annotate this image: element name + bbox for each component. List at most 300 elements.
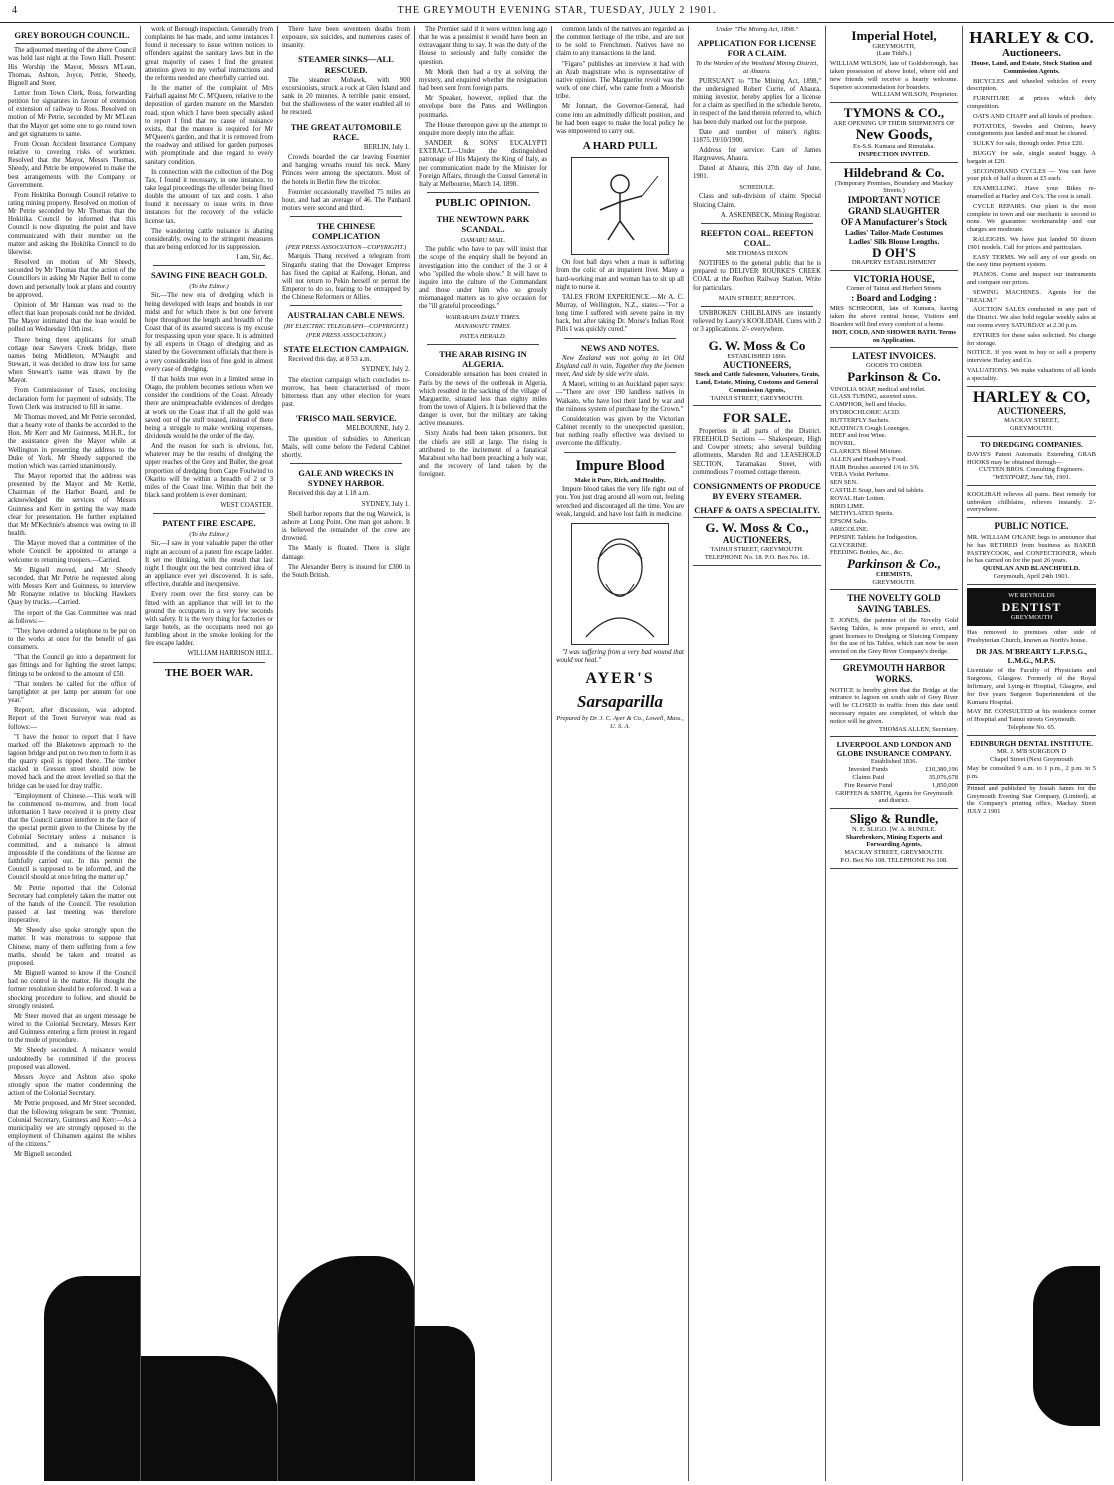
divider	[153, 265, 265, 266]
divider	[427, 192, 539, 193]
advert-text: INSPECTION INVITED.	[858, 151, 930, 159]
advertiser-role: Auctioneers.	[1002, 46, 1061, 59]
novelty-tables-advert	[830, 590, 958, 660]
paragraph: The House thereupon gave up the attempt to enquire more deeply into the affair.	[419, 121, 547, 137]
invoice-item: ARECOLINE.	[830, 526, 869, 534]
paragraph: And the reason for such is obvious, for, whatever may be the results of dredging the upper reaches of the Grey and Buller, the great proportion of dredging from Cape Foulwind to Okarito will be within a breadth of 2 or 3 miles of the Coast line. Within that belt the black sand problem is ever dominant.	[145, 443, 273, 500]
paragraph: Crowds boarded the car leaving Fournier and hanging wreaths round his neck. Many Princes were among the spectators. Most of the hotels in Berlin flew the tricolor.	[282, 154, 410, 186]
advertiser-telephone: Telephone No. 65.	[1007, 724, 1056, 732]
tymons-advert	[830, 103, 958, 163]
advertiser-partners: N. E. SLIGO. [W. A. RUNDLE.	[851, 825, 937, 833]
article-heading: THE GREAT AUTOMOBILE RACE.	[290, 121, 402, 142]
advert-headline: LATEST INVOICES.	[852, 351, 936, 362]
advert-headline: : Board and Lodging :	[851, 292, 937, 303]
paragraph: Mr Bignell seconded.	[14, 1151, 73, 1159]
paragraph: SANDER & SONS' EUCALYPTI EXTRACT.—Under the distinguished patronage of His Majesty the King of Italy, as per communication made by the Minister for Foreign Affairs, through the Consul General in Italy at Melbourne, March 14, 1898.	[419, 140, 547, 188]
invoice-item: METHYLATED Spirits.	[830, 510, 894, 518]
harley-advert-2	[967, 387, 1096, 437]
advert-heading: CHAFF & OATS A SPECIALITY.	[694, 505, 820, 516]
advert-body: NOTICE. If you want to buy or sell a property interview Harley and Co.	[967, 349, 1096, 365]
advertiser-town: GREYMOUTH	[1010, 614, 1053, 622]
sligo-advert	[830, 809, 958, 869]
article-heading: STATE ELECTION CAMPAIGN.	[283, 344, 409, 355]
advertiser-name: DR JAS. M'BREARTY L.F.P.S.G., L.M.G., M.P.S.	[975, 647, 1087, 666]
schedule-heading: SCHEDULE.	[739, 183, 775, 191]
advertiser-role: AUCTIONEERS,	[722, 535, 792, 546]
invoice-item: SEN SEN.	[830, 479, 858, 487]
divider	[701, 223, 813, 224]
masthead	[0, 0, 1114, 23]
paragraph: work of Borough inspection. Generally from complaints he has made, and some instances I found it necessary to issue written notices to offenders against the sanitary laws but in the great majority of cases I find the greatest attention given to my verbal instructions and the reforms needed are cheerfully carried out.	[145, 26, 273, 82]
column-3	[278, 26, 415, 1481]
advert-text: DRAPERY ESTABLISHMENT	[851, 259, 937, 267]
press-credit: (BY ELECTRIC TELEGRAPH—COPYRIGHT.)	[283, 322, 409, 330]
victoria-house-advert	[830, 271, 958, 348]
advertiser-name: Sligo & Rundle,	[849, 811, 939, 827]
funds-label: Claims Paid	[852, 773, 884, 781]
article-heading: NEWS AND NOTES.	[580, 342, 660, 353]
invoice-item: BIRD LIME.	[830, 502, 865, 510]
paragraph: Address for service: Care of James Hargreaves, Ahaura.	[693, 147, 821, 163]
advert-text: GRIFFEN & SMITH, Agents for Greymouth and district.	[835, 789, 953, 805]
advert-heading: CONSIGNMENTS OF PRODUCE BY EVERY STEAMER.	[693, 480, 821, 502]
paragraph: Sixty Arabs had been taken prisoners, but the chiefs are still at large. The rising is attributed to the incitement of a fanatical Marabout who had been preaching a holy war, and the recovery of land taken by the foreigner.	[419, 430, 547, 479]
harley-item: CYCLE REPAIRS. Our plant is the most complete in town and our mechanic is second to none. We guarantee workmanship and our charges are moderate.	[967, 202, 1096, 234]
advert-headline: GREYMOUTH HARBOR WORKS.	[842, 663, 946, 684]
paragraph: The adjourned meeting of the above Council was held last night at the Town Hall. Present: His Worship the Mayor, Messrs M'Lean, Thomas, Ashton, Joyce, Petrie, Sheedy, Bignell and Steer.	[8, 47, 136, 87]
paragraph: From Commissioner of Taxes, enclosing declaration form for payment of subsidy. The Town Clerk was instructed to fill in same.	[8, 387, 136, 411]
column-6	[689, 26, 826, 1481]
koolibah-advert	[967, 486, 1096, 518]
article-heading: PATENT FIRE ESCAPE.	[162, 518, 256, 529]
advert-headline: LIVERPOOL AND LONDON AND GLOBE INSURANCE COMPANY.	[836, 740, 952, 759]
newspaper-title: THE GREYMOUTH EVENING STAR, TUESDAY, JULY 2 1901.	[397, 5, 717, 16]
harley-item: POTATOES, Swedes and Onions, heavy consignments just landed and must be cleared.	[967, 122, 1096, 138]
advertiser-name: Parkinson & Co.	[847, 369, 941, 385]
article-heading: GREY BOROUGH COUNCIL.	[14, 30, 130, 40]
invoice-list	[830, 386, 958, 558]
paragraph: There have been seventeen deaths from exposure, six suicides, and numerous cases of insanity.	[282, 26, 410, 50]
printer-imprint: Printed and published by Josiah James for the Greymouth Evening Star Company, (Limited), at the Company's printing office, Mackay Street JULY 2 1901	[967, 785, 1096, 815]
funds-row	[830, 766, 958, 774]
paragraph: Opinion of Mr Hannan was read to the effect that loan proposals could not be divided. The Mayor intimated that the loan would be polled on Wednesday 10th inst.	[8, 301, 136, 334]
advert-headline: OF A Manufacturer's Stock	[840, 216, 948, 227]
dateline: BERLIN, July 1.	[363, 144, 410, 151]
paragraph: The Manly is floated. There is slight damage.	[282, 545, 410, 561]
advertiser-role: Sharebrokers, Mining Experts and Forwarding Agents,	[845, 833, 943, 849]
invoice-item: VINOLIA SOAP, medical and toilet.	[830, 385, 926, 393]
paragraph: "Employment of Chinese.—This work will be commenced to-morrow, and from local information I have received it is pretty clear that the Council cannot interfere in the face of the special permit given to the Chinese by the Colonial Secretary unless a nuisance is committed, and a nuisance is almost impossible if the conditions of the license are faithfully carried out. In this permit the Council is supposed to be informed, and the Council should at once bring the matter up."	[8, 792, 136, 882]
invoice-item: VERA Violet Perfume.	[830, 471, 890, 479]
advert-body: Licentiate of the Faculty of Physicians and Surgeons, Glasgow. Formerly of the Royal Infirmary, and Lying-in Hospital, Glasgow, and for five years Surgeon Superintendent of the Kumara Hospital.	[967, 667, 1096, 706]
paragraph: NOTIFIES to the general public that he is prepared to DELIVER ROURKE'S CREEK COAL at the Reefton Railway Station. Write for particulars.	[693, 260, 821, 292]
paragraph: Mr Petrie reported that the Colonial Secretary had completely taken the matter out of the hands of the Council. The resolution passed at last meeting was therefore inoperative.	[8, 884, 136, 925]
source-label: MANAWATU TIMES.	[454, 323, 512, 331]
invoice-item: CASTILE Soap, bars and 6d tablets.	[830, 487, 925, 495]
paragraph: The report of the Gas Committee was read as follows:—	[8, 609, 136, 625]
advert-text: MR. J. M'B SURGEON D	[996, 747, 1067, 755]
invoice-item: HAIR Brushes assorted 1/6 to 3/6.	[830, 463, 920, 471]
paragraph: There being three applicants for small cottage near Sawyers Creek bridge, there names being Middleton, M'Naught and Stewart, it was decided to draw lots for same when Stewart's name was drawn by the Mayor.	[8, 336, 136, 385]
harbor-works-notice	[830, 660, 958, 737]
funds-label: Fire Reserve Fund	[844, 781, 893, 789]
invoice-item: EPSOM Salts.	[830, 518, 868, 526]
paragraph: Messrs Joyce and Ashton also spoke strongly upon the matter condemning the action of the Colonial Secretary.	[8, 1073, 136, 1098]
paragraph: In connection with the collection of the Dog Tax, I found it necessary, in one instance, to take legal proceedings the offender being fined double the amount of tax and costs. I also found it necessary to issue writs in three instances for the recovery of the vehicle license tax.	[145, 168, 273, 225]
advertiser-name: G. W. Moss & Co.,	[705, 520, 809, 536]
invoice-item: BUTTERFLY Sachets.	[830, 416, 890, 424]
advertiser-telephone: TELEPHONE No. 18. P.O. Box No. 18.	[704, 553, 810, 561]
harley-item: AUCTION SALES conducted in any part of the District. We also hold regular weekly sales at our rooms every SATURDAY at 2.30 p.m.	[967, 306, 1096, 329]
divider	[290, 463, 402, 464]
advertiser-role: AUCTIONEERS,	[997, 406, 1066, 417]
brand-name: AYER'S	[585, 670, 655, 688]
advert-headline: New Goods,	[855, 126, 933, 143]
divider	[564, 452, 676, 453]
paragraph: Consideration was given by the Victorian Cabinet recently to the unexpected question, but nothing really effective was devised to overcome the difficulty.	[556, 415, 684, 448]
advertiser-name: QUINLAN AND BLANCHFIELD.	[983, 565, 1080, 573]
advertiser-name: Imperial Hotel,	[851, 28, 937, 43]
advert-heading: A HARD PULL	[582, 140, 658, 153]
established: ESTABLISHED 1866.	[727, 352, 787, 360]
paragraph: Sir,—I saw in your valuable paper the other night an account of a patent fire escape ladder. It set me thinking, with the result that last night I thought out the best contrived idea of an appliance ever yet discovered. It is safe, effective, durable and inexpensive.	[145, 540, 273, 589]
paragraph: The question of subsidies to American Mails, will come before the Federal Cabinet shortly.	[282, 435, 410, 459]
article-heading: THE ARAB RISING IN ALGERIA.	[439, 348, 527, 370]
advert-text: (Temporary Premises, Boundary and Mackay Streets.)	[834, 179, 954, 195]
harley-item-list	[967, 78, 1096, 348]
paragraph: Received this day, at 8 53 a.m.	[288, 356, 372, 364]
dateline: SYDNEY, July 2.	[361, 366, 410, 374]
paragraph: Properties in all parts of the District. FREEHOLD Sections — Shakespeare, High and Cowper streets; also several building allotments, Marsden Rd and LEASEHOLD SECTION, Taramakau Street, with commodious 7 roomed cottage thereon.	[693, 427, 821, 476]
parkinson-advert	[830, 348, 958, 590]
advert-headline: PUBLIC NOTICE.	[994, 521, 1069, 532]
paragraph: UNBROKEN CHILBLAINS are instantly relieved by Laury's KOOLIDAH. Cures with 2 or 3 applications. 2/- everywhere.	[693, 309, 821, 333]
divider	[153, 662, 265, 663]
advertiser-name: G. W. Moss & Co	[708, 337, 806, 353]
invoice-item: HYDROCHLORIC ACID.	[830, 409, 901, 417]
paragraph: "That the Council go into a department for gas fittings and for lighting the street lamps; fittings to be ordered to the amount of £50.	[8, 654, 136, 678]
advertiser-telephone: P.O. Box No 108. TELEPHONE No 108.	[840, 857, 948, 864]
funds-value: 1,850,000	[932, 781, 958, 789]
legal-addressee: To the Warden of the Westland Mining District, at Ahaura.	[695, 60, 819, 75]
invoice-item: FEEDING Bottles, &c., &c.	[830, 549, 904, 557]
dateline: SYDNEY, July 1.	[361, 500, 410, 508]
advertiser-name: HARLEY & CO.	[969, 28, 1094, 47]
torn-paper-damage	[141, 1356, 278, 1481]
doctor-advert	[967, 644, 1096, 735]
advert-heading: REEFTON COAL. REEFTON COAL.	[700, 227, 814, 249]
signature: WEST COASTER.	[220, 502, 273, 510]
advertiser-role: CHEMISTS,	[876, 570, 912, 578]
paragraph: I am, Sir, &c.	[236, 254, 273, 262]
source-label: PATEA HERALD.	[459, 333, 507, 341]
advertiser-name: D OH'S	[872, 244, 916, 260]
paragraph: Mr Sheedy seconded. A nuisance would undoubtedly be committed if the process proposed was allowed.	[8, 1047, 136, 1071]
advert-body: MAY BE CONSULTED at his residence corner of Hospital and Tainui streets Greymouth.	[967, 708, 1096, 724]
paragraph: Mr Speaker, however, replied that the envelope bore the Pates and Wellington postmarks.	[419, 95, 547, 119]
advertiser-address: Corner of Tainui and Herbert Streets	[846, 284, 942, 292]
harley-item: OATS AND CHAFF and all kinds of produce.	[973, 112, 1094, 120]
signature: THOMAS ALLEN, Secretary.	[878, 725, 958, 733]
article-heading: THE BOER WAR.	[164, 666, 254, 679]
paragraph: The Mayor moved that a committee of the whole Council be appointed to arrange a welcome to returning troopers.—Carried.	[8, 540, 136, 564]
invoice-item: GLYCERINE.	[830, 541, 868, 549]
harley-item: SECONDHAND CYCLES — You can have your pick of half a dozen at £5 each.	[967, 167, 1096, 183]
advertiser-town: GREYMOUTH.	[872, 578, 916, 586]
advertiser-name: TYMONS & CO.,	[843, 105, 945, 121]
advert-body: Has removed to premises other side of Presbyterian Church, known as North's house.	[967, 628, 1096, 644]
advert-text: CUTTEN BROS. Consulting Engineers.	[978, 466, 1085, 474]
advertiser-name: Parkinson & Co.,	[847, 556, 941, 572]
funds-label: Invested Funds	[848, 766, 888, 774]
paragraph: "They have ordered a telephone to be put on to the works at once for the benefit of gas consumers.	[8, 627, 136, 652]
funds-value: £10,380,196	[925, 766, 958, 774]
invoice-item: PEPSINE Tablets for Indigestion.	[830, 533, 918, 541]
harley-item: PIANOS. Come and inspect our instruments and compare our prices.	[967, 271, 1096, 286]
paragraph: Report, after discussion, was adopted. Report of the Town Surveyor was read as follows:—	[8, 707, 136, 731]
press-credit: (PER PRESS ASSOCIATION.)	[306, 332, 386, 340]
advertiser-address: MACKAY STREET, GREYMOUTH.	[844, 849, 944, 857]
paragraph: The Premier said if it were written long ago that he was a pessimist it would have been an extravagant thing to say. It was the duty of the House to seriously and fully consider the question.	[419, 26, 547, 66]
invoice-item: CLARKE'S Blood Mixture.	[830, 448, 903, 456]
paragraph: "Figaro" publishes an interview it had with an Arab magistrate who is representative of native opinion. The Marguerite revolt was the work of one chief, who came from a Moorish tribe.	[556, 60, 684, 101]
advert-headline: Ladies' Silk Blouse Lengths.	[848, 236, 940, 246]
paragraph: From Ocean Accident Insurance Company relative to covering risks of workmen. Resolved that the Mayor, Messrs Thomas, Sheedy, and Petrie be empowered to make the best arrangements with the Company or Government.	[8, 140, 136, 189]
advert-headline: DENTIST	[1001, 599, 1062, 614]
advert-body: May be consulted 9 a.m. to 1 p.m., 2 p.m. to 5 p.m.	[967, 765, 1096, 781]
column-2	[141, 26, 278, 1481]
invoice-item: KEATING'S Cough Lozenges.	[830, 424, 911, 432]
byline: (To the Editor.)	[189, 282, 229, 290]
portrait-illustration	[578, 529, 662, 639]
advertiser-name: Hildebrand & Co.	[843, 165, 945, 180]
paragraph: Every room over the first storey can be fitted with an appliance that will let to the ground the occupants in a very few seconds with safety. It is the very thing for factories or large hotels, as the occupants need not go fumbling about in the smoke looking for the fire escape ladder.	[145, 591, 273, 648]
article-heading: THE NEWTOWN PARK SCANDAL.	[436, 214, 530, 235]
paragraph: Mr Monk then had a try at solving the mystery, and enquired whether the resignation had been sent from foreign parts.	[419, 68, 547, 93]
paragraph: On foot ball days when a man is suffering from the colic of an impatient liver. Many a hard-working man and woman has to sit up all night to nurse it.	[556, 259, 684, 291]
advert-headline: GRAND SLAUGHTER	[848, 206, 940, 217]
hotel-advert	[830, 26, 958, 103]
funds-row	[830, 774, 958, 782]
divider	[290, 305, 402, 306]
article-heading: PUBLIC OPINION.	[435, 196, 531, 209]
advert-text: Ex-S.S. Kumara and Rimutaka.	[853, 143, 935, 151]
letter-date: "WESTPORT, June 5th, 1901.	[992, 474, 1071, 482]
article-heading: AUSTRALIAN CABLE NEWS.	[287, 310, 405, 321]
dental-institute-advert	[967, 736, 1096, 785]
advertiser-name: WE REYNOLDS	[1008, 591, 1055, 599]
advertiser-address: TAINUI STREET, GREYMOUTH.	[710, 545, 804, 553]
advert-footer: Prepared by Dr. J. C. Ayer & Co., Lowell, Mass., U. S. A.	[556, 714, 684, 730]
paragraph: TALES FROM EXPERIENCE.—Mr A. C. Murray, of Wellington, N.Z., states:—"For a long time I suffered with severe pains in my back, but after taking Dr. Morse's Indian Root Pills I was quickly cured."	[556, 293, 684, 334]
byline: (To the Editor.)	[189, 530, 229, 538]
dateline: MELBOURNE, July 2.	[346, 425, 410, 433]
paragraph: Mr Sheedy also spoke strongly upon the matter. It was monstrous to suppose that Chinese, many of them suffering from a few maths, should be taken and treated as proposed.	[8, 927, 136, 967]
paragraph: The Mayor reported that the address was presented by the Mayor and Mr Kettle, Chairman of the Harbor Board, and he acknowledged the services of Messrs Guinness and Kerr in getting the way made clear for presentation. He further explained that Mr M'Kechnie's absence was owing to ill health.	[8, 473, 136, 538]
signature: A. ASKENBECK, Mining Registrar.	[720, 211, 821, 219]
advertiser-name: VICTORIA HOUSE,	[853, 274, 935, 285]
paragraph: Mr Petrie proposed, and Mr Steer seconded, that the following telegram be sent: "Premier, Colonial Secretary, Guinness and Kerr:—As a municipality we are strongly opposed to the employment of Chinamen against the wishes of the citizens."	[8, 1100, 136, 1149]
paragraph: "I have the honor to report that I have marked off the Blaketown approach to the lagoon bridge and put on two men to form it as the quarry spoil is tipped there. The timber stacked in Gresson street should now be moved back and the street levelled so that the bridge can be used for dray traffic.	[8, 733, 136, 790]
advert-subheading: Make it Pure, Rich, and Healthy.	[574, 476, 666, 484]
product-name: Sarsaparilla	[577, 692, 663, 712]
paragraph: PURSUANT to "The Mining Act, 1898," the undersigned Robert Currie, of Ahaura, mining investor, hereby applies for a license for a claim as specified in the schedule hereto, in respect of the land therein referred to, which has been duly marked out for the purpose.	[693, 77, 821, 126]
verse: New Zealand was not going to let Old England call in vain, Together they the foemen meet, And side by side we're slain.	[556, 354, 684, 379]
article-heading: THE CHINESE COMPLICATION	[311, 221, 381, 242]
harley-item: SULKY for sale, through order. Price £20.	[973, 140, 1084, 148]
advert-headline: THE NOVELTY GOLD SAVING TABLES.	[847, 593, 941, 615]
article-heading: STEAMER SINKS—ALL RESCUED.	[298, 54, 394, 75]
harley-advert	[967, 26, 1096, 387]
advert-heading: FOR SALE.	[723, 410, 791, 426]
funds-table	[830, 766, 958, 789]
advertiser-name: HARLEY & CO,	[972, 388, 1091, 406]
article-heading: 'FRISCO MAIL SERVICE.	[295, 413, 397, 424]
advert-body: NOTICE is hereby given that the Bridge at the entrance to lagoon on south side of Grey River will be CLOSED to traffic from this date until necessary repairs are completed, of which due notice will be given.	[830, 686, 958, 725]
column-1	[4, 26, 141, 1481]
paragraph: Mr Bignell wanted to know if the Council had no control in the matter. He thought the former resolution should be enforced. It was a shocking procedure to follow, and should be strongly resisted.	[8, 970, 136, 1010]
advertiser-address: Chapel Street (Next Greymouth	[990, 755, 1073, 763]
paragraph: Class and sub-division of claim: Special Sluicing Claim.	[693, 193, 821, 209]
paragraph: Fournier occasionally travelled 75 miles an hour, and had an average of 46. The Panhard motors were second and third.	[282, 188, 410, 213]
column-4	[415, 26, 552, 1481]
advert-body: KOOLIBAH relieves all pains. Best remedy for unbroken chilblains, relieves instantly. 2/- everywhere.	[967, 490, 1096, 514]
invoice-item: CAMPHOR, bell and blocks.	[830, 401, 907, 409]
invoice-item: ROYAL Hair Lotion.	[830, 494, 886, 502]
advert-body: MR. WILLIAM O'KANE begs to announce that he has RETIRED from business as BAKER PASTRYCOOK, and CONFECTIONER, which he has carried on for the past 26 years.	[967, 534, 1096, 565]
funds-value: 35,076,678	[928, 773, 958, 781]
advertiser-services: House, Land, and Estate, Stock Station and Commission Agents.	[971, 60, 1092, 75]
advertiser-address: MACKAY STREET,	[1004, 417, 1059, 425]
source-label: OAMARU MAIL.	[460, 236, 506, 244]
legal-heading: Under "The Mining Act, 1898."	[716, 26, 798, 33]
advertiser-address: MAIN STREET, REEFTON.	[718, 294, 796, 302]
column-8	[963, 26, 1100, 1481]
paragraph: Mr Jonnart, the Governor-General, had come into an admittedly difficult position, and he had been eager to make the local policy he was empowered to carry out.	[556, 103, 684, 135]
torn-paper-damage	[44, 1276, 141, 1481]
harley-item: FURNITURE at prices which defy competition.	[967, 95, 1096, 111]
advertiser-name: MR THOMAS DIXON	[726, 250, 788, 258]
paragraph: "That tenders be called for the office of lamplighter at per lamp per annum for one year."	[8, 680, 136, 705]
press-credit: (PER PRESS ASSOCIATION—COPYRIGHT.)	[285, 243, 407, 251]
page-number: 4	[12, 5, 18, 16]
divider	[564, 338, 676, 339]
paragraph: Impure blood takes the very life right out of you. You just drag around all worn out, feeling wretched and discouraged all the time. You are weak, languid, and have lost faith in medicine.	[556, 486, 684, 518]
divider	[290, 216, 402, 217]
harley-item: BUGGY for sale, single seated buggy. A bargain at £20.	[967, 150, 1096, 165]
paragraph: The steamer Mohawk, with 900 excursionists, struck a rock at Glen Island and sank in 20 minutes. A terrible panic ensued, but the shallowness of the water enabled all to be rescued.	[282, 76, 410, 117]
article-heading: GALE AND WRECKS IN SYDNEY HARBOR.	[298, 468, 394, 489]
harley-item: ENAMELLING. Have your Bikes re-enamelled at Harley and Co's. The cost is small.	[967, 185, 1096, 200]
advert-text: HOT, COLD, AND SHOWER BATH. Terms on Application.	[832, 328, 956, 344]
invoice-item: ALLEN and Hanbury's Food.	[830, 455, 907, 463]
advert-body: T. JONES, the patentee of the Novelty Gold Saving Tables, is now prepared to erect, and grant licenses to Dredging or Sluicing Company for the use of his Tables, which can now be seen erected on the Grey River Company's dredge.	[830, 617, 958, 656]
public-notice	[967, 518, 1096, 585]
column-7	[826, 26, 963, 1481]
torn-paper-damage	[278, 1256, 415, 1481]
paragraph: The Alexander Berry is insured for £300 in the South British.	[282, 563, 410, 579]
column-5	[552, 26, 689, 1481]
advertiser-name: EDINBURGH DENTAL INSTITUTE.	[969, 738, 1094, 748]
paragraph: Considerable sensation has been created in Paris by the news of the outbreak in Algeria, which resulted in the sacking of the village of Marguerite, situated less than eighty miles from the town of Algiers. It is believed that the danger is over, but the military are taking active measures.	[419, 371, 547, 428]
divider	[153, 513, 265, 514]
hildebrand-advert	[830, 163, 958, 271]
paragraph: Shell harbor reports that the tug Warwick, is ashore at Long Point. One man got ashore. It is believed the remainder of the crew are drowned.	[282, 510, 410, 543]
paragraph: If that holds true even in a limited sense in Otago, the problem becomes serious when we consider the conditions of the Coast. Already there are unimpeachable evidences of dredges at work on the Coast that if all the gold was saved out of the stuff treated, instead of there being a struggle to make working expenses, dividends would be the order of the day.	[145, 375, 273, 441]
torn-paper-damage	[1033, 1266, 1100, 1426]
dentist-advert	[967, 588, 1096, 626]
paragraph: common lands of the natives are regarded as the common heritage of the tribe, and are not to be sold to Frenchmen. Natives have no claim to any transactions in the land.	[556, 26, 684, 58]
harley-item: SEWING MACHINES. Agents for the "REALM."	[967, 288, 1096, 304]
testimonial: "I was suffering from a very bad wound that would not heal."	[556, 648, 684, 665]
paragraph: Marquis Thang received a telegram from Singanfu stating that the Dowager Empress has fixed the capital at Kaifeng, Honan, and will not return to Pekin herself or permit the Emperor to do so, fearing to be entrapped by the Chinese Reformers or Allies.	[282, 253, 410, 302]
advertiser-note: (Late Tidd's.)	[876, 50, 912, 58]
moss-advert-2	[693, 517, 821, 565]
paragraph: The election campaign which concludes to-morrow, has been characterised of more bitterness than any other election for years past.	[282, 376, 410, 409]
advert-body: WILLIAM WILSON, late of Goldsborough, has taken possession of above hotel, where old and new friends will receive a hearty welcome. Superior accommodation for boarders.	[830, 60, 958, 91]
advertiser-role: AUCTIONEERS,	[722, 360, 792, 371]
portrait	[571, 523, 669, 645]
paragraph: Letter from Town Clerk, Ross, forwarding petition for signatures in favour of extension of extension of railway to Ross. Resolved on motion of Mr Petrie, seconded by Mr M'Lean that the Mayor get some one to go round town and get signatures to same.	[8, 89, 136, 138]
advert-text: GOODS TO ORDER	[865, 362, 923, 370]
paragraph: The public who have to pay will insist that the scope of the enquiry shall be beyond an investigation into the conduct of the 3 or 4 who "spilled the whole show." It will have to inquire into the culture of the Commandant and those under him who so grossly mismanaged matters as to give occasion for the "ill grateful proceedings."	[419, 246, 547, 311]
funds-row	[830, 782, 958, 790]
advert-headline: Ladies' Tailor-Made Costumes	[844, 227, 944, 237]
harley-item: BICYCLES and wheeled vehicles of every description.	[967, 77, 1096, 93]
harley-item: RALEIGHS. We have just landed 50 dozen 1901 models. Call for prices and particulars.	[967, 235, 1096, 251]
paragraph: In the matter of the complaint of Mrs Fairhall against Mr C. M'Queen, relative to the deposition of garden manure on the Marsden road, upon which I have been specially asked to report I find that no cause of nuisance exists, that the manure is required for Mr M'Queen's garden, and that it is removed from the roadway and utilised for garden purposes with promptitude and due regard to every sanitary condition.	[145, 85, 273, 166]
paragraph: Dated at Ahaura, this 27th day of June, 1901.	[693, 165, 821, 181]
source-label: WAIRARAPA DAILY TIMES.	[445, 313, 521, 321]
advert-headline: TO DREDGING COMPANIES.	[980, 439, 1083, 449]
paragraph: Received this day at 1.18 a.m.	[288, 490, 370, 498]
divider	[701, 306, 813, 307]
paragraph: Mr Bignell moved, and Mr Sheedy seconded, that Mr Petrie be requested along with Messrs Kerr and Guinness, to interview Mr Ronayne relative to blocking Hawkers Quay by trucks.—Carried.	[8, 566, 136, 607]
illustration	[571, 157, 669, 255]
paragraph: Resolved on motion of Mr Sheedy, seconded by Mr Thomas that the action of the Councillors in asking Mr Napier Bell to come down and personally look at plans and country be approved.	[8, 259, 136, 299]
signature: WILLIAM HARRISON HILL.	[187, 650, 273, 658]
advertiser-address: TAINUI STREET, GREYMOUTH.	[710, 394, 804, 402]
notice-date: Greymouth, April 24th 1901.	[993, 573, 1070, 581]
paragraph: The wandering cattle nuisance is abating considerably, owing to the stringent measures that are being enforced for its suppression.	[145, 227, 273, 252]
dredging-advert	[967, 437, 1096, 486]
advert-headline: IMPORTANT NOTICE	[847, 195, 941, 206]
man-pulling-illustration	[580, 166, 660, 246]
advert-body: DAVIS'S Patent Automatic Extending GRAB HOOKS may be obtained through—	[967, 450, 1096, 466]
invoice-item: GLASS TUBING, assorted sizes.	[830, 393, 918, 401]
paragraph: A Maori, writing to an Auckland paper says:—"There are over 190 landless natives in Waikato, who have lost their land by war and the ruinous system of purchase by the Crown."	[556, 381, 684, 413]
harley-item: ENTRIES for these sales solicited. No charge for storage.	[967, 331, 1096, 347]
advert-text: ARE OPENING UP THEIR SHIPMENTS OF	[833, 119, 955, 127]
advert-body: MRS SCHRODER, late of Kumara, having taken the above central house, Visitors and Boarders will find every comfort of a home.	[830, 305, 958, 329]
advert-heading: Impure Blood	[575, 457, 665, 474]
advert-body: VALUATIONS. We make valuations of all kinds a speciality.	[967, 366, 1096, 382]
harley-item: EASY TERMS. We sell any of our goods on the easy time payment system.	[967, 253, 1096, 269]
invoice-item: BOVRIL.	[830, 440, 856, 448]
paragraph: Mr Steer moved that an urgent message be wired to the Colonial Secretary, Messrs Kerr and Guinness entering a firm protest in regard to the mode of procedure.	[8, 1012, 136, 1045]
insurance-advert	[830, 737, 958, 809]
paragraph: From Hokitika Borough Council relative to rating mining property. Resolved on motion of Mr Petrie seconded by Mr Thomas that the Hokitika Council be informed that this Council is now disputing the point and have communicated with their member on the matter and asking the Hokitika Council to do likewise.	[8, 191, 136, 256]
advertiser-town: GREYMOUTH,	[872, 42, 916, 50]
advertiser-services: Stock and Cattle Salesmen, Valuators, Grain, Land, Estate, Mining, Customs and General Commission Agents,	[694, 371, 820, 394]
moss-advert	[693, 336, 821, 406]
divider	[427, 344, 539, 345]
paragraph: Mr Thomas moved, and Mr Petrie seconded, that a hearty vote of thanks be accorded to the Hon. Mr Kerr and Mr Guinness, M.H.R., for the assistance given the Mayor while at Wellington in presenting the address to the Duke of York. Mr Sheedy supported the motion which was carried unanimously.	[8, 413, 136, 470]
paragraph: Sir,—The new era of dredging which is being developed with leaps and bounds in our midst and for which there is but one fervent hope throughout the length and breadth of the Coast that of its assured success is my excuse for trespassing upon your space. It is admitted by all experts in Otago of dredging and as stated by the Government officials that there is a very considerable loss of fine gold in almost every case of dredging.	[145, 292, 273, 373]
page-columns	[4, 26, 1110, 1481]
advert-text: Established 1836.	[870, 758, 918, 766]
signature: WILLIAM WILSON, Proprietor.	[871, 91, 958, 99]
